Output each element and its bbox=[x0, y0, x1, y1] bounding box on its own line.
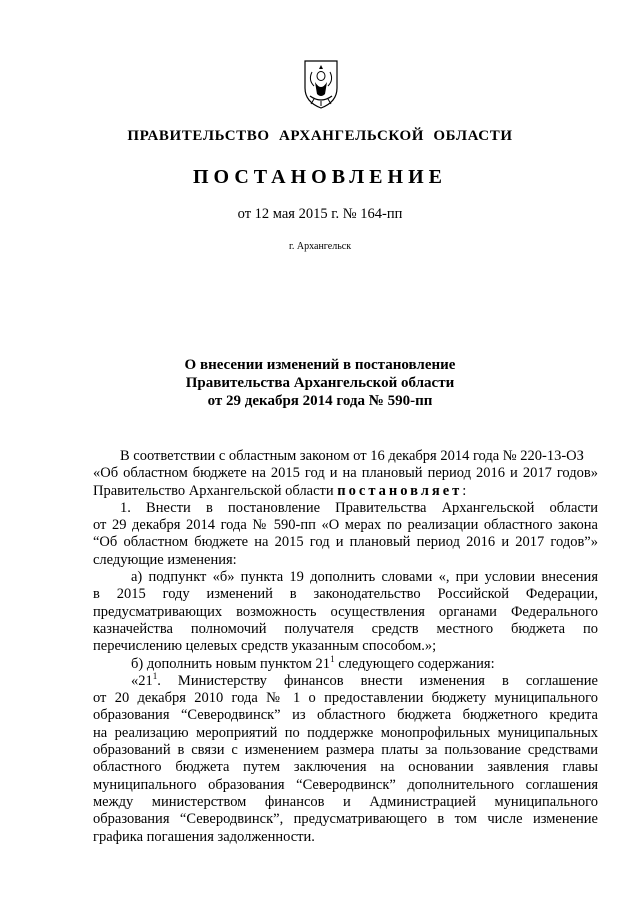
subparagraph-a-line: в 2015 году изменений в законодательство Российской Федерации, bbox=[93, 586, 598, 603]
paragraph-1-line: “Об областном бюджете на 2015 год и плановый период 2016 и 2017 годов”» bbox=[93, 534, 598, 551]
preamble-text: Правительство Архангельской области bbox=[93, 482, 334, 499]
coat-of-arms-emblem bbox=[302, 58, 340, 110]
preamble-line bbox=[93, 483, 598, 500]
clause-21-1-line: областного бюджета путем заключения на основании заявления главы bbox=[93, 759, 598, 776]
subparagraph-b-line bbox=[93, 653, 598, 673]
clause-21-1-line bbox=[93, 670, 598, 690]
clause-21-1-line: от 20 декабря 2010 года № 1 о предоставлении бюджету муниципального bbox=[93, 690, 598, 707]
resolves-word: постановляет bbox=[337, 482, 463, 499]
clause-21-1-line: на реализацию мероприятий по поддержке монопрофильных муниципальных bbox=[93, 724, 598, 741]
subparagraph-a-line: перечислению целевых средств указанным способом.»; bbox=[93, 638, 437, 655]
preamble-colon: : bbox=[462, 482, 467, 499]
clause-21-1-line: между министерством финансов и Администрацией муниципального bbox=[93, 793, 598, 810]
preamble-line: В соответствии с областным законом от 16 декабря 2014 года № 220-13-ОЗ bbox=[120, 448, 584, 464]
clause-21-1-line: графика погашения задолженности. bbox=[93, 828, 315, 845]
paragraph-1-line: 1. Внести в постановление Правительства Архангельской области bbox=[120, 499, 598, 516]
title-line: от 29 декабря 2014 года № 590-пп bbox=[207, 393, 433, 409]
document-title bbox=[0, 356, 640, 410]
document-city: г. Архангельск bbox=[288, 241, 352, 252]
subparagraph-b-text: следующего содержания: bbox=[334, 655, 495, 672]
subparagraph-a-line: а) подпункт «б» пункта 19 дополнить словами «, при условии внесения bbox=[131, 569, 598, 586]
subparagraph-a-line: казначейства полномочий получателя средств местного бюджета по bbox=[93, 620, 598, 637]
clause-21-1-line: образования “Северодвинск” из областного бюджета бюджетного кредита bbox=[93, 707, 598, 724]
paragraph-1-line: следующие изменения: bbox=[93, 551, 237, 568]
preamble-line: «Об областном бюджете на 2015 год и на плановый период 2016 и 2017 годов» bbox=[93, 465, 598, 482]
subparagraph-b-text: б) дополнить новым пунктом 21 bbox=[131, 655, 331, 672]
clause-text: «21 bbox=[131, 672, 153, 689]
title-line: О внесении изменений в постановление bbox=[184, 357, 456, 373]
clause-21-1-line: образования “Северодвинск”, предусматривающего в том числе изменение bbox=[93, 811, 598, 828]
title-line: Правительства Архангельской области bbox=[185, 375, 455, 391]
paragraph-1-line: от 29 декабря 2014 года № 590-пп «О мерах по реализации областного закона bbox=[93, 517, 598, 534]
clause-text: . Министерству финансов внести изменения в соглашение bbox=[157, 672, 598, 689]
superscript: 1 bbox=[152, 670, 158, 681]
clause-21-1-line: образований в связи с изменением размера платы за пользование средствами bbox=[93, 742, 598, 759]
document-date-number: от 12 мая 2015 г. № 164-пп bbox=[237, 206, 403, 222]
clause-21-1-line: муниципального образования “Северодвинск” дополнительного соглашения bbox=[93, 776, 598, 793]
document-type: ПОСТАНОВЛЕНИЕ bbox=[193, 166, 447, 188]
subparagraph-a-line: предусматривающих возможность осуществления органами Федерального bbox=[93, 603, 598, 620]
document-body bbox=[93, 448, 598, 846]
superscript: 1 bbox=[330, 653, 335, 664]
organization-name: ПРАВИТЕЛЬСТВО АРХАНГЕЛЬСКОЙ ОБЛАСТИ bbox=[127, 128, 513, 144]
